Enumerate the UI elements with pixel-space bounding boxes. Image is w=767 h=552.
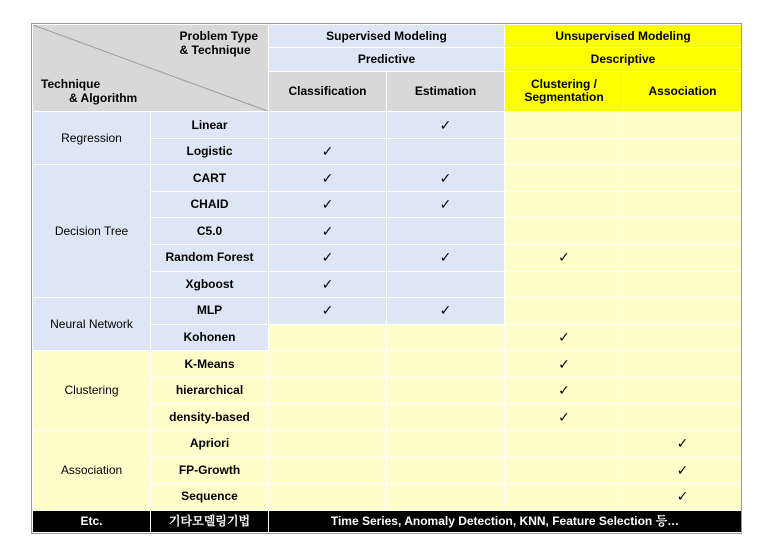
table-row <box>33 430 742 457</box>
check-cell <box>505 138 624 165</box>
check-cell <box>624 377 742 404</box>
check-cell <box>505 191 624 218</box>
check-cell <box>269 484 387 511</box>
check-cell <box>387 245 505 272</box>
check-cell <box>269 457 387 484</box>
check-cell <box>387 112 505 139</box>
check-icon: ✓ <box>558 408 570 425</box>
group-label: Regression <box>33 112 151 165</box>
check-icon: ✓ <box>439 302 452 319</box>
check-cell <box>387 484 505 511</box>
check-cell <box>269 271 387 298</box>
check-cell <box>505 324 624 351</box>
technique-matrix-table <box>32 24 742 533</box>
group-label: Clustering <box>33 351 151 431</box>
check-icon: ✓ <box>439 116 452 133</box>
etc-note: Time Series, Anomaly Detection, KNN, Feature Selection 등… <box>269 510 742 532</box>
algorithm-label: Apriori <box>151 430 269 457</box>
check-cell <box>387 430 505 457</box>
algorithm-label: density-based <box>151 404 269 431</box>
check-cell <box>624 484 742 511</box>
algorithm-label: Sequence <box>151 484 269 511</box>
clustering-segmentation-header: Clustering / Segmentation <box>505 71 624 112</box>
check-cell <box>624 112 742 139</box>
association-header: Association <box>624 71 742 112</box>
footer-row <box>33 510 742 532</box>
check-cell <box>624 404 742 431</box>
algorithm-label: K-Means <box>151 351 269 378</box>
check-cell <box>387 324 505 351</box>
check-cell <box>387 377 505 404</box>
check-cell <box>387 271 505 298</box>
supervised-modeling-header: Supervised Modeling <box>269 25 505 48</box>
check-cell <box>624 165 742 192</box>
check-icon: ✓ <box>558 329 570 345</box>
check-cell <box>505 404 624 431</box>
algorithm-label: hierarchical <box>151 377 269 404</box>
check-cell <box>269 218 387 245</box>
etc-label: Etc. <box>33 510 151 532</box>
check-cell <box>624 138 742 165</box>
check-cell <box>269 245 387 272</box>
group-label: Decision Tree <box>33 165 151 298</box>
check-icon: ✓ <box>439 196 452 213</box>
check-icon: ✓ <box>558 355 570 372</box>
algorithm-label: Linear <box>151 112 269 139</box>
algorithm-label: Random Forest <box>151 245 269 272</box>
check-cell <box>624 218 742 245</box>
check-cell <box>505 298 624 325</box>
check-cell <box>505 218 624 245</box>
check-cell <box>269 351 387 378</box>
check-icon: ✓ <box>676 435 689 452</box>
check-cell <box>269 430 387 457</box>
check-cell <box>269 298 387 325</box>
check-cell <box>505 457 624 484</box>
table-row <box>33 165 742 192</box>
check-cell <box>387 404 505 431</box>
check-icon: ✓ <box>321 275 334 292</box>
estimation-header: Estimation <box>387 71 505 112</box>
algorithm-label: Logistic <box>151 138 269 165</box>
check-cell <box>387 165 505 192</box>
algorithm-label: CART <box>151 165 269 192</box>
algorithm-label: FP-Growth <box>151 457 269 484</box>
check-cell <box>387 218 505 245</box>
check-cell <box>624 457 742 484</box>
table-row <box>33 298 742 325</box>
check-icon: ✓ <box>321 169 334 186</box>
check-cell <box>387 457 505 484</box>
check-cell <box>505 165 624 192</box>
check-cell <box>505 271 624 298</box>
check-icon: ✓ <box>321 249 334 266</box>
check-cell <box>624 324 742 351</box>
check-icon: ✓ <box>321 302 334 319</box>
classification-header: Classification <box>269 71 387 112</box>
check-icon: ✓ <box>439 169 452 186</box>
table-row <box>33 351 742 378</box>
check-cell <box>505 245 624 272</box>
check-cell <box>624 245 742 272</box>
check-cell <box>269 165 387 192</box>
technique-label: Technique & Algorithm <box>41 77 138 106</box>
table-row <box>33 112 742 139</box>
check-cell <box>624 430 742 457</box>
descriptive-header: Descriptive <box>505 48 742 71</box>
check-cell <box>269 112 387 139</box>
check-cell <box>269 324 387 351</box>
check-cell <box>387 138 505 165</box>
predictive-header: Predictive <box>269 48 505 71</box>
check-icon: ✓ <box>676 488 689 505</box>
algorithm-label: Kohonen <box>151 324 269 351</box>
check-cell <box>387 298 505 325</box>
algorithm-label: Xgboost <box>151 271 269 298</box>
algorithm-label: MLP <box>151 298 269 325</box>
check-cell <box>269 377 387 404</box>
check-cell <box>505 430 624 457</box>
check-cell <box>505 351 624 378</box>
check-icon: ✓ <box>439 249 452 266</box>
group-label: Neural Network <box>33 298 151 351</box>
unsupervised-modeling-header: Unsupervised Modeling <box>505 25 742 48</box>
check-cell <box>505 377 624 404</box>
check-cell <box>269 191 387 218</box>
check-icon: ✓ <box>676 461 689 478</box>
check-cell <box>269 138 387 165</box>
check-cell <box>387 351 505 378</box>
check-cell <box>505 112 624 139</box>
check-cell <box>387 191 505 218</box>
check-icon: ✓ <box>321 222 334 239</box>
check-icon: ✓ <box>558 382 570 399</box>
check-cell <box>624 191 742 218</box>
check-cell <box>624 271 742 298</box>
problem-type-label: Problem Type & Technique <box>179 29 258 57</box>
check-cell <box>269 404 387 431</box>
header-corner-cell <box>33 25 269 112</box>
check-icon: ✓ <box>321 143 334 160</box>
algorithm-label: C5.0 <box>151 218 269 245</box>
check-cell <box>505 484 624 511</box>
check-icon: ✓ <box>558 249 570 266</box>
check-icon: ✓ <box>321 196 334 213</box>
etc-korean-label: 기타모델링기법 <box>151 510 269 532</box>
group-label: Association <box>33 430 151 510</box>
check-cell <box>624 351 742 378</box>
algorithm-label: CHAID <box>151 191 269 218</box>
check-cell <box>624 298 742 325</box>
